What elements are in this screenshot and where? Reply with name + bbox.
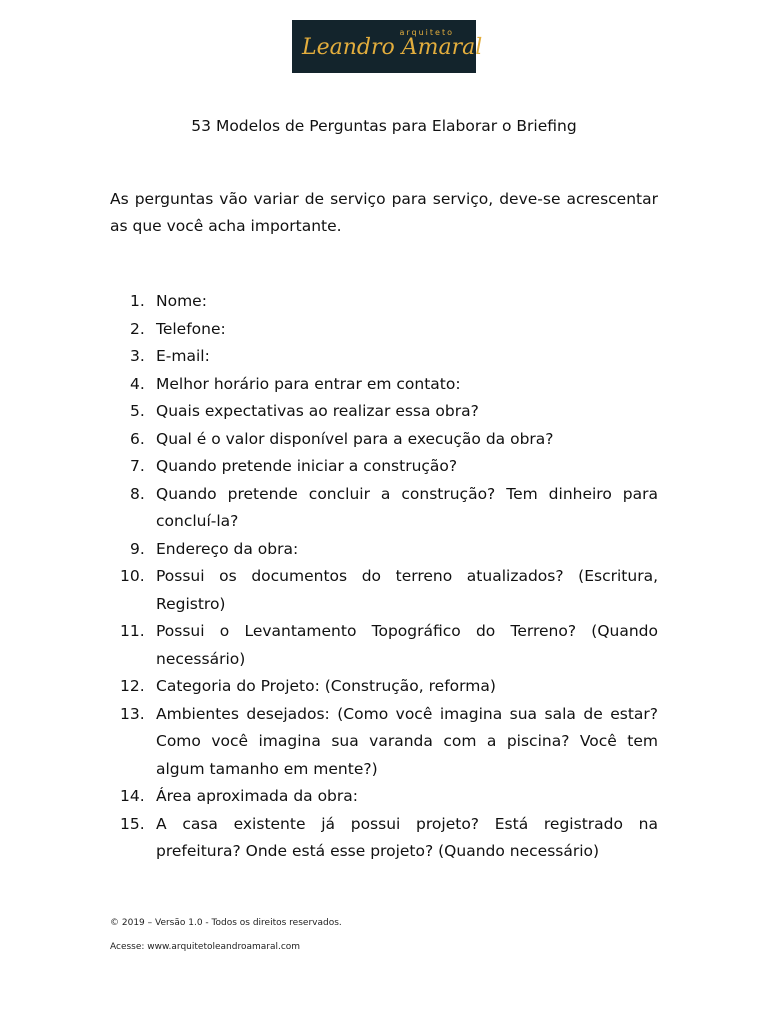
list-item xyxy=(110,343,658,371)
question-list xyxy=(110,288,658,866)
footer-website: Acesse: www.arquitetoleandroamaral.com xyxy=(110,942,301,952)
brand-logo xyxy=(292,20,483,73)
item-number: 14. xyxy=(120,787,145,805)
list-item xyxy=(110,453,658,481)
item-text: Telefone: xyxy=(156,319,226,338)
intro-paragraph: As perguntas vão variar de serviço para serviço, deve-se acrescentar as que você acha importante. xyxy=(110,190,658,235)
list-item xyxy=(110,536,658,564)
footer-copyright: © 2019 – Versão 1.0 - Todos os direitos reservados. xyxy=(110,918,342,928)
item-text: Categoria do Projeto: (Construção, reforma) xyxy=(156,677,496,695)
list-item xyxy=(110,288,658,316)
item-text: Melhor horário para entrar em contato: xyxy=(156,374,461,393)
list-item xyxy=(110,673,658,701)
item-text: Área aproximada da obra: xyxy=(156,787,358,805)
item-number: 10. xyxy=(120,567,145,585)
list-item xyxy=(110,618,658,673)
item-text: Possui o Levantamento Topográfico do Terreno? (Quando necessário) xyxy=(156,622,658,668)
item-number: 15. xyxy=(120,814,145,833)
list-item xyxy=(110,371,658,399)
item-number: 4. xyxy=(130,374,145,393)
list-item xyxy=(110,316,658,344)
item-number: 9. xyxy=(130,539,145,558)
item-text: Qual é o valor disponível para a execução da obra? xyxy=(156,429,554,448)
item-number: 6. xyxy=(130,429,145,448)
item-number: 8. xyxy=(130,484,145,503)
item-text: A casa existente já possui projeto? Está registrado na prefeitura? Onde está esse projeto? (Quando necessário) xyxy=(156,814,658,860)
list-item xyxy=(110,811,658,866)
list-item xyxy=(110,563,658,618)
document-title: 53 Modelos de Perguntas para Elaborar o Briefing xyxy=(191,117,577,135)
item-number: 13. xyxy=(120,704,145,723)
item-text: Nome: xyxy=(156,292,207,310)
item-text: E-mail: xyxy=(156,347,210,365)
list-item xyxy=(110,701,658,784)
logo-subtitle: arquiteto xyxy=(399,28,454,37)
list-item xyxy=(110,426,658,454)
item-number: 12. xyxy=(120,677,145,695)
item-number: 2. xyxy=(130,319,145,338)
item-text: Quando pretende concluir a construção? Tem dinheiro para concluí-la? xyxy=(156,484,658,530)
logo-name: Leandro Amaral xyxy=(302,35,483,60)
item-number: 11. xyxy=(120,622,145,640)
item-text: Quando pretende iniciar a construção? xyxy=(156,457,458,475)
item-number: 7. xyxy=(130,457,145,475)
item-text: Endereço da obra: xyxy=(156,539,299,558)
item-number: 3. xyxy=(130,347,145,365)
item-text: Possui os documentos do terreno atualizados? (Escritura, Registro) xyxy=(156,567,658,613)
item-text: Quais expectativas ao realizar essa obra? xyxy=(156,402,479,420)
list-item xyxy=(110,481,658,536)
list-item xyxy=(110,783,658,811)
item-number: 5. xyxy=(130,402,145,420)
list-item xyxy=(110,398,658,426)
item-text: Ambientes desejados: (Como você imagina sua sala de estar? Como você imagina sua varanda com a piscina? Você tem algum tamanho em mente?) xyxy=(156,704,658,778)
item-number: 1. xyxy=(130,292,145,310)
